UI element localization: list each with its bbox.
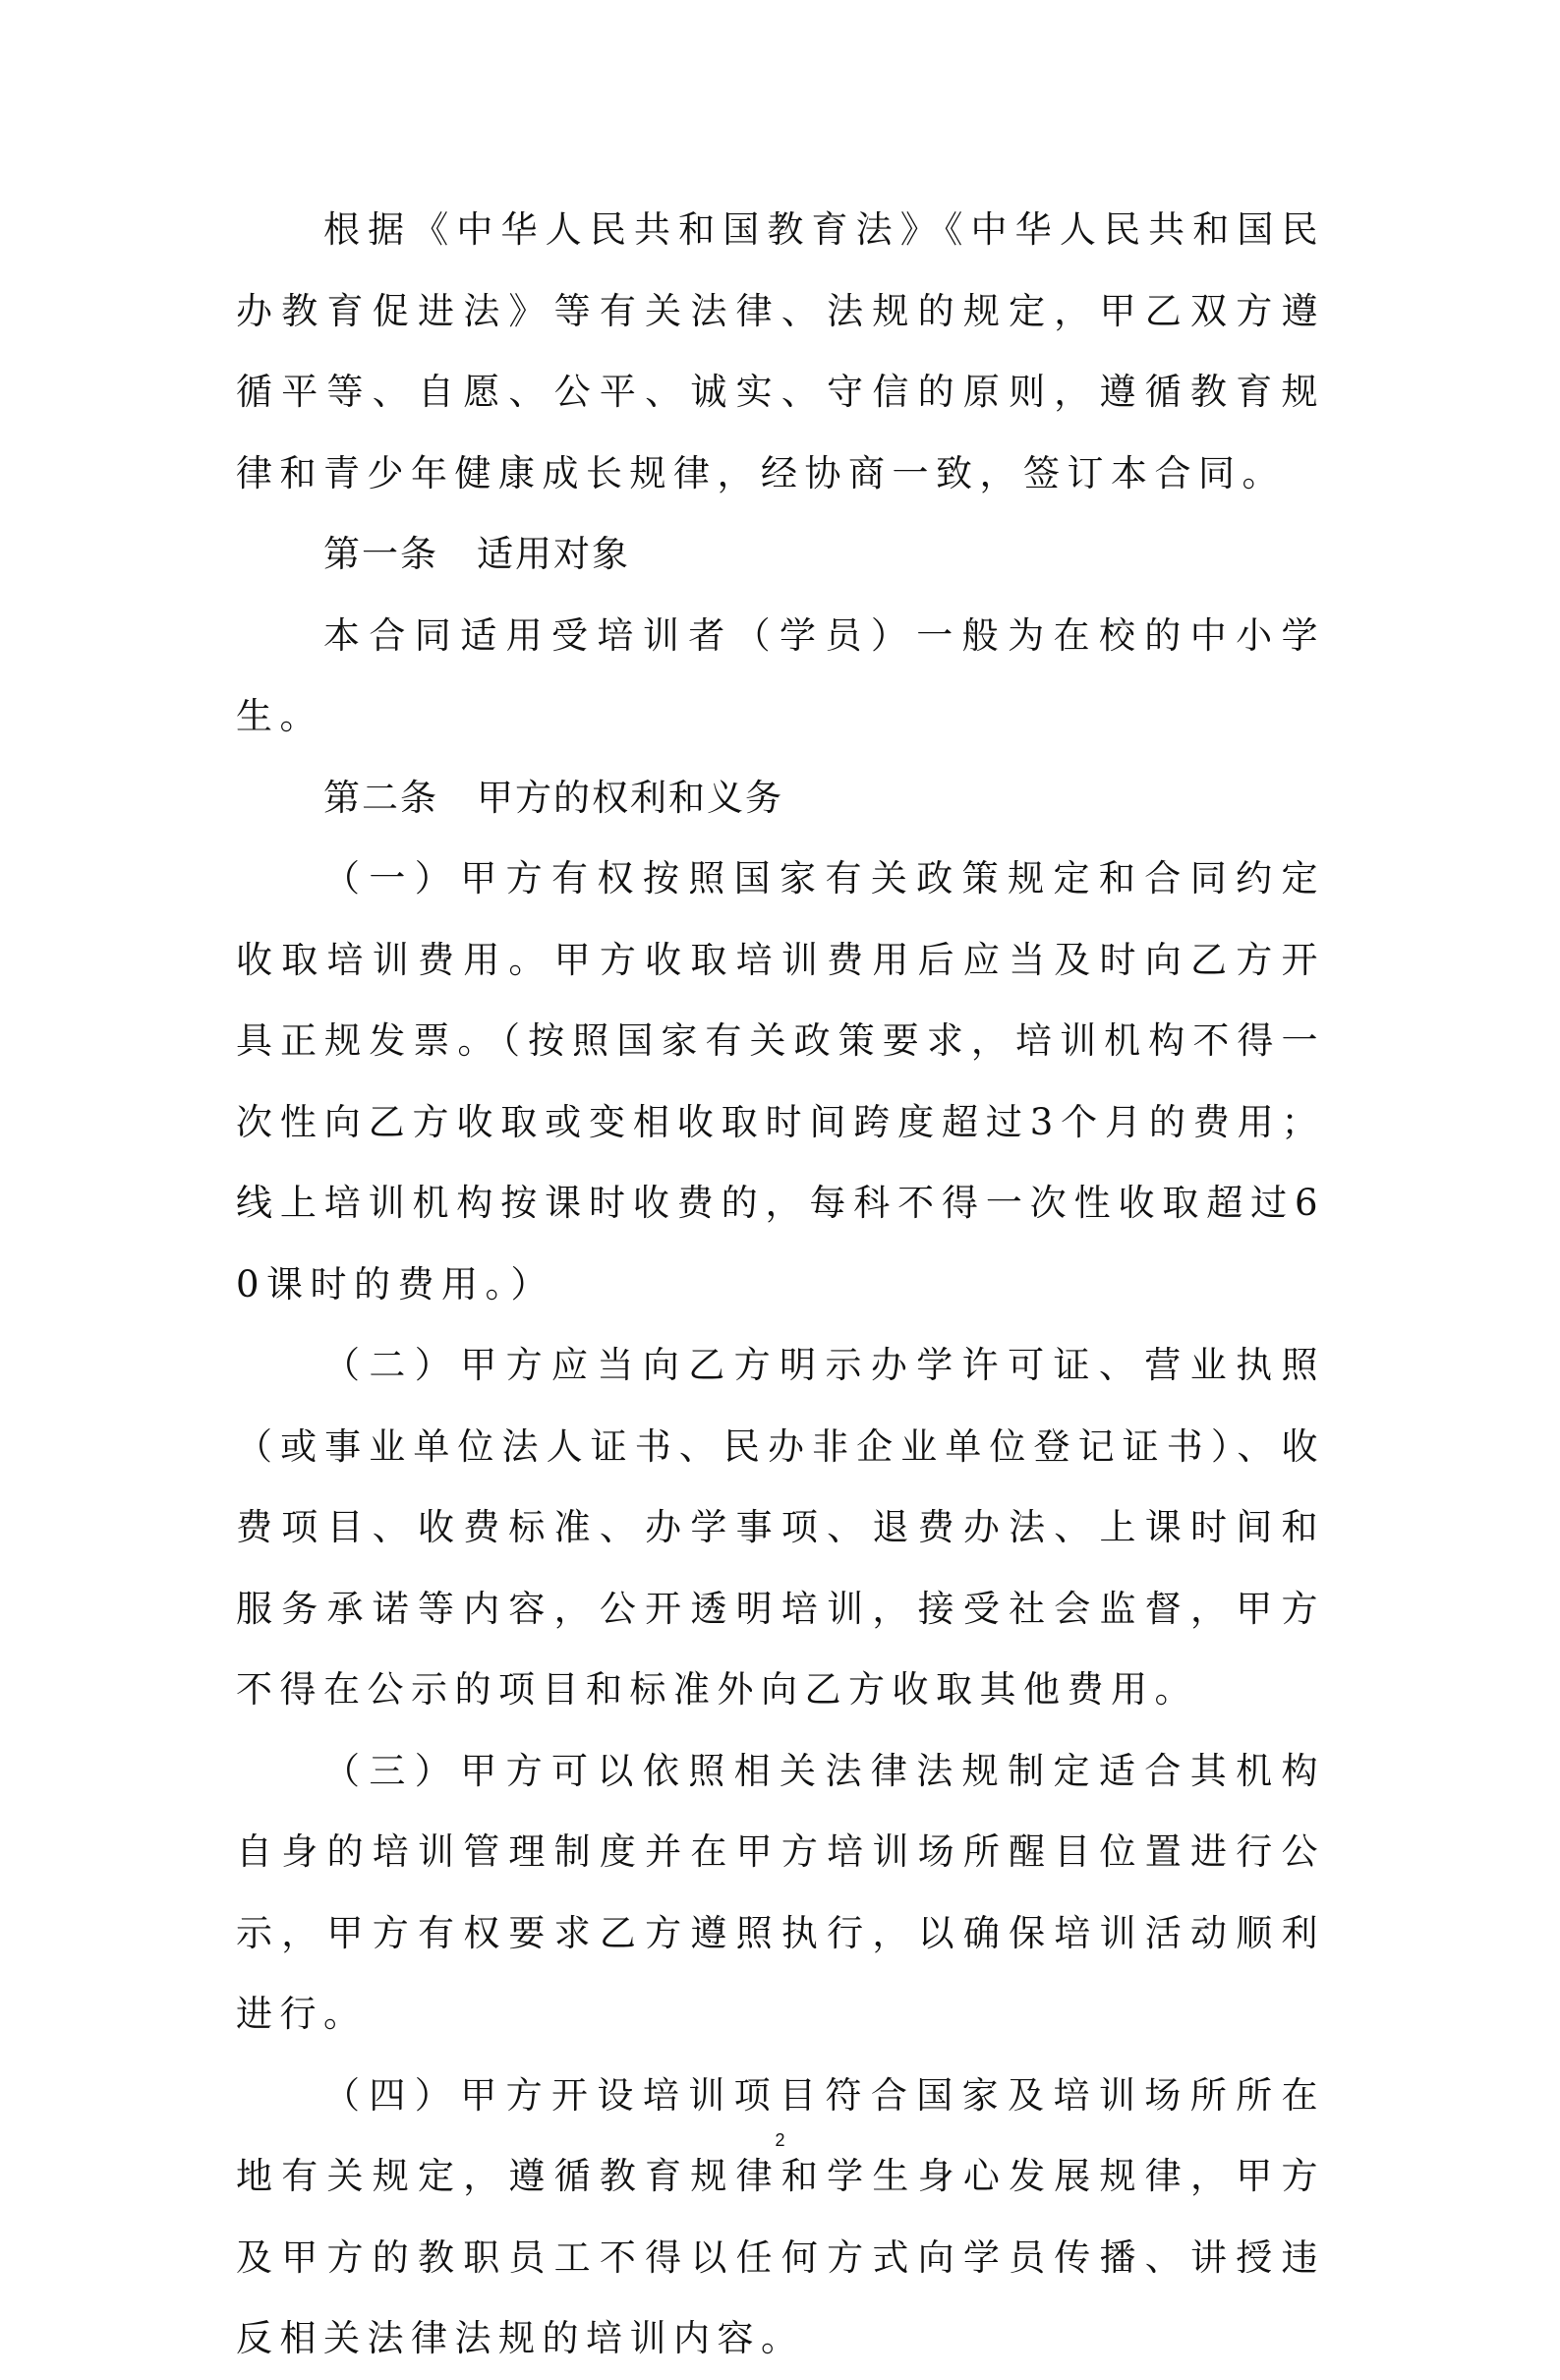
article-2-clause-1: （一）甲方有权按照国家有关政策规定和合同约定收取培训费用。甲方收取培训费用后应当及时向乙方开具正规发票。（按照国家有关政策要求，培训机构不得一次性向乙方收取或变相收取时间跨度超过3个月的费用；线上培训机构按课时收费的，每科不得一次性收取超过60课时的费用。）	[236, 857, 1325, 1306]
article-2-clause-3: （三）甲方可以依照相关法律法规制定适合其机构自身的培训管理制度并在甲方培训场所醒目位置进行公示，甲方有权要求乙方遵照执行，以确保培训活动顺利进行。	[236, 1749, 1325, 2035]
article-2-clause-2: （二）甲方应当向乙方明示办学许可证、营业执照（或事业单位法人证书、民办非企业单位登记证书）、收费项目、收费标准、办学事项、退费办法、上课时间和服务承诺等内容，公开透明培训，接受社会监督，甲方不得在公示的项目和标准外向乙方收取其他费用。	[236, 1344, 1325, 1711]
article-2-clause-4: （四）甲方开设培训项目符合国家及培训场所所在地有关规定，遵循教育规律和学生身心发展规律，甲方及甲方的教职员工不得以任何方式向学员传播、讲授违反相关法律法规的培训内容。	[236, 2073, 1325, 2359]
article-1-paragraph: 本合同适用受培训者（学员）一般为在校的中小学生。	[236, 613, 1325, 737]
page-number: 2	[775, 2130, 785, 2150]
document-body	[236, 190, 1325, 2380]
article-1-heading: 第一条 适用对象	[323, 533, 630, 575]
article-2-heading: 第二条 甲方的权利和义务	[323, 776, 783, 819]
preamble-paragraph: 根据《中华人民共和国教育法》《中华人民共和国民办教育促进法》等有关法律、法规的规定，甲乙双方遵循平等、自愿、公平、诚实、守信的原则，遵循教育规律和青少年健康成长规律，经协商一致，签订本合同。	[236, 208, 1325, 494]
